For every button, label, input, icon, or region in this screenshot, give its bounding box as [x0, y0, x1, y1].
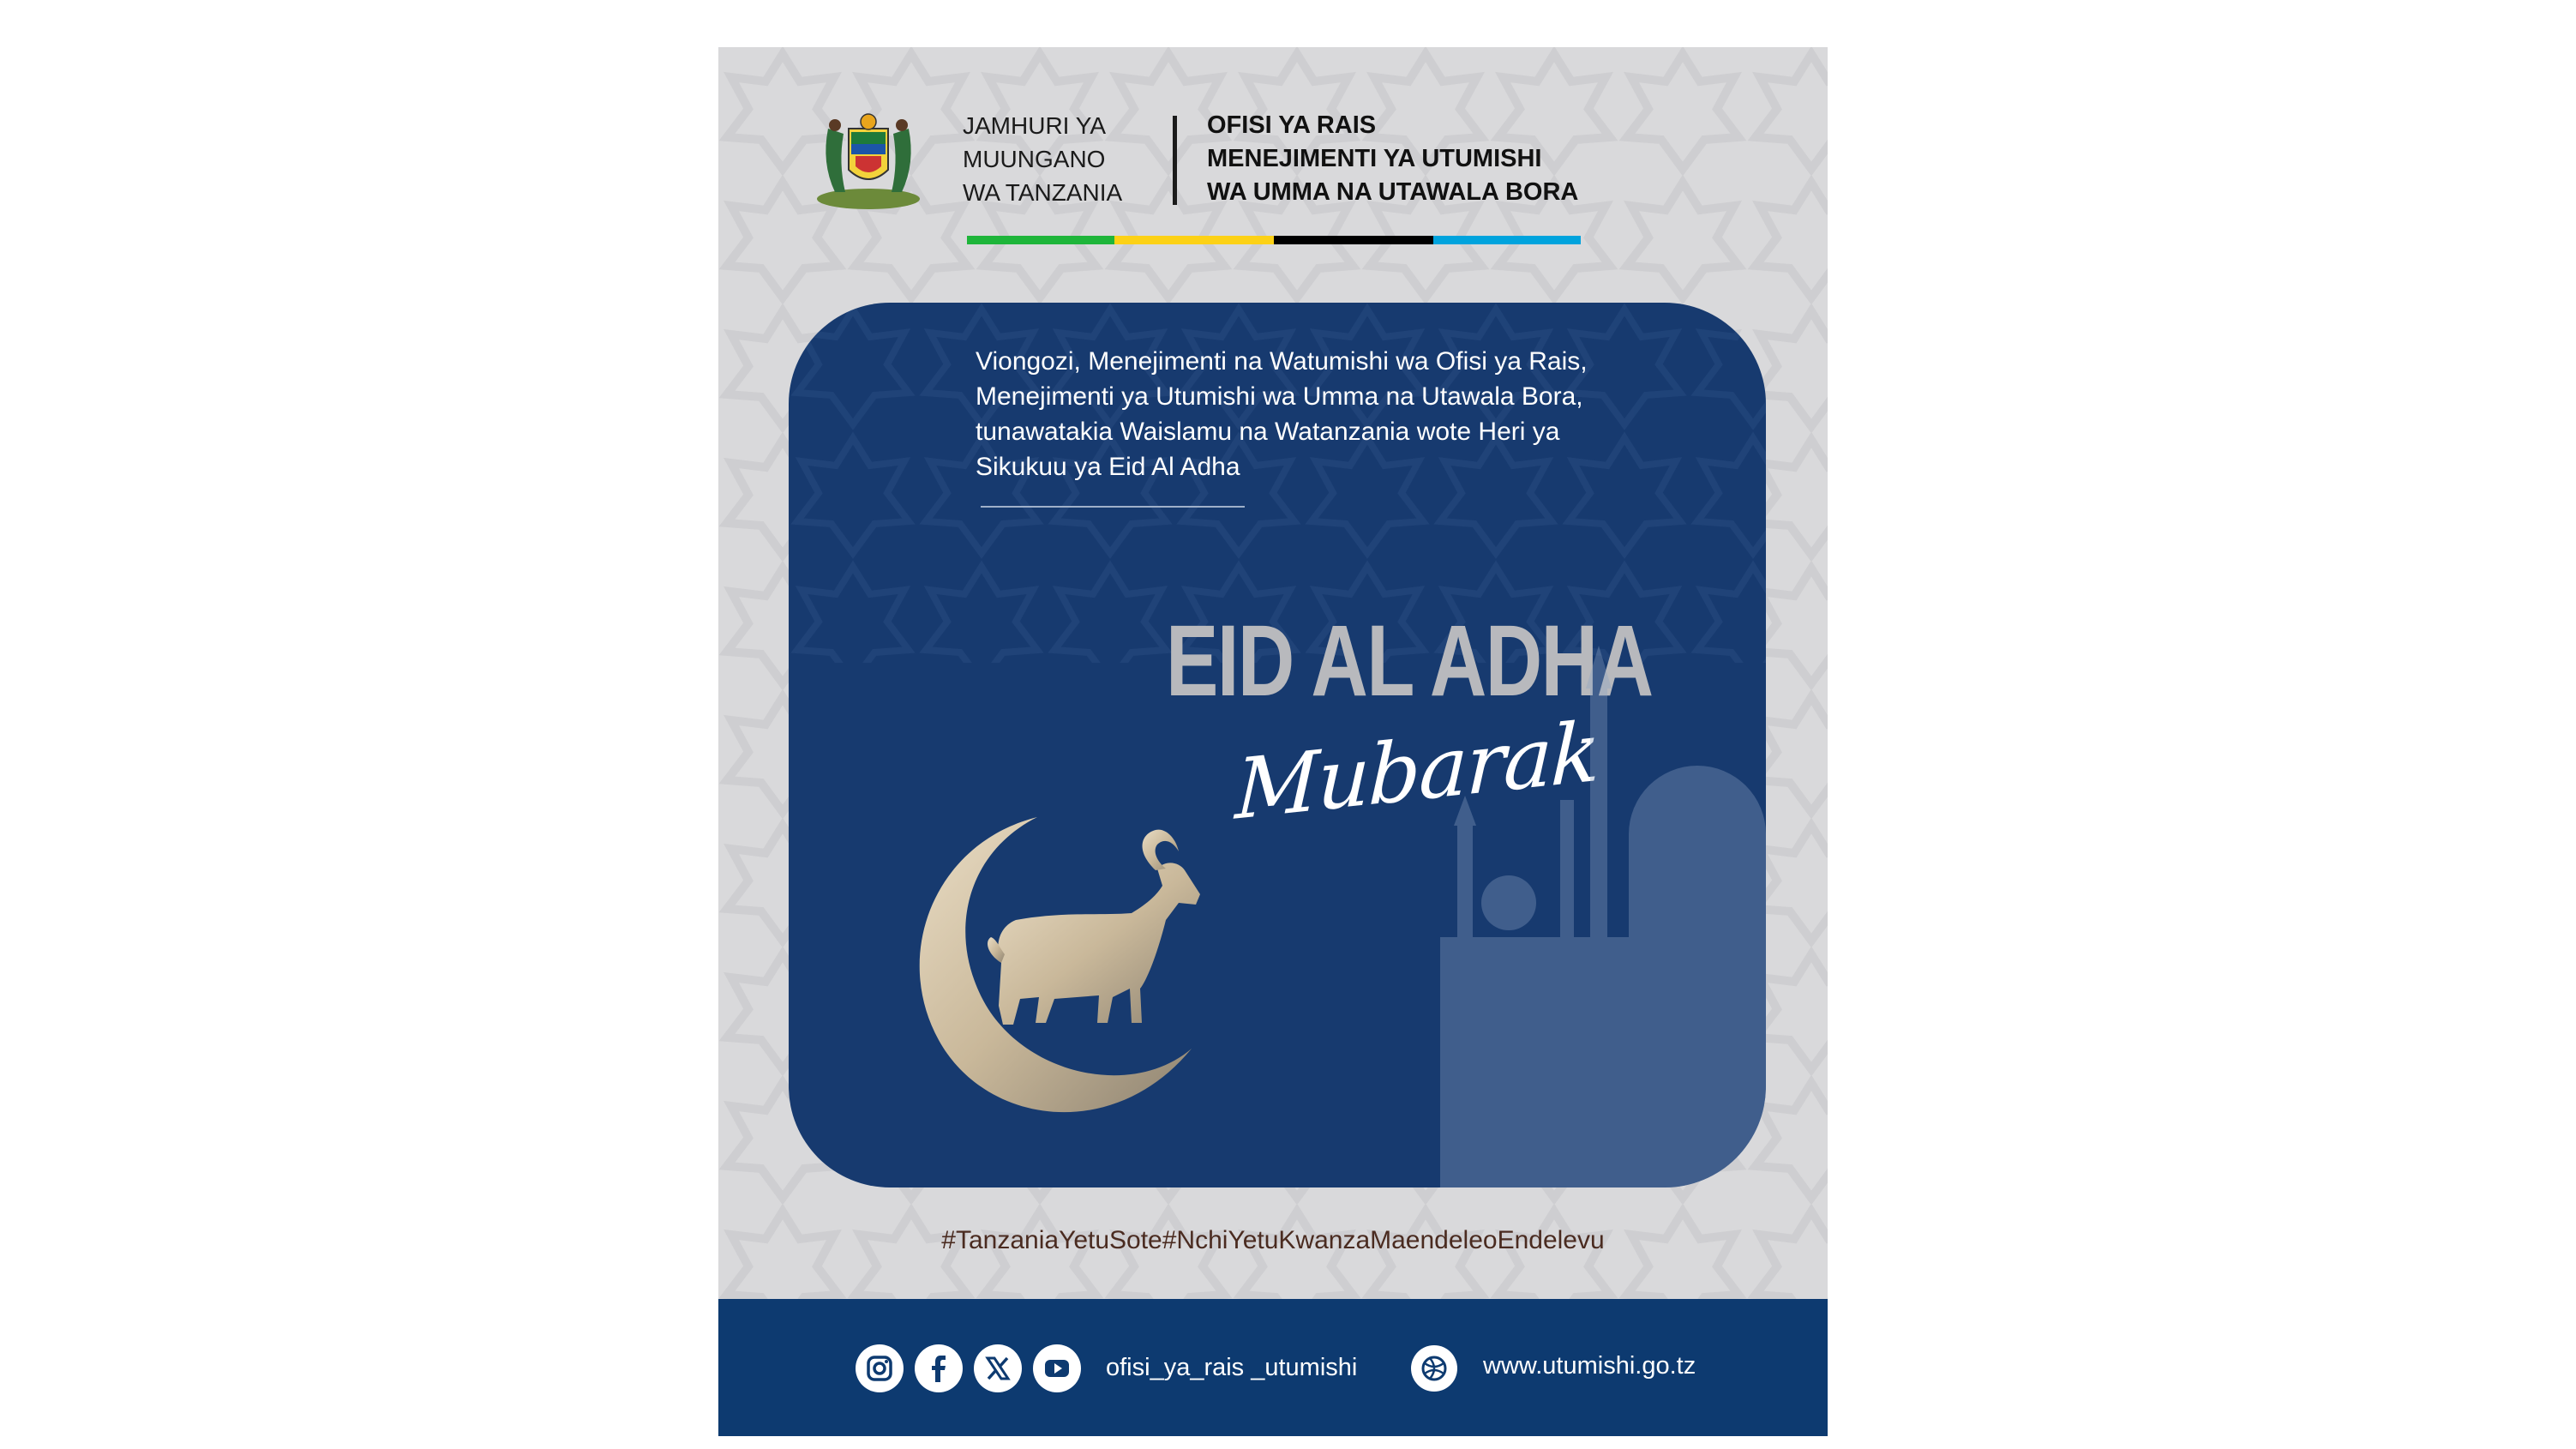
goat-icon: [988, 830, 1200, 1025]
office-line-2: MENEJIMENTI YA UTUMISHI: [1207, 145, 1542, 172]
message-line-1: Viongozi, Menejimenti na Watumishi wa Ofisi ya Rais,: [976, 347, 1588, 376]
flag-bar-yellow: [1114, 236, 1274, 244]
globe-icon: [1411, 1345, 1457, 1392]
social-handle[interactable]: ofisi_ya_rais _utumishi: [1106, 1354, 1358, 1381]
mubarak-script: Mubarak: [1234, 703, 1600, 839]
flag-bar-blue: [1433, 236, 1581, 244]
facebook-icon[interactable]: [915, 1344, 963, 1392]
country-line-1: JAMHURI YA: [963, 112, 1106, 139]
greeting-card: [789, 303, 1766, 1187]
header-divider: [1173, 116, 1177, 205]
eid-title: EID AL ADHA: [1166, 604, 1653, 718]
instagram-icon[interactable]: [856, 1344, 904, 1392]
flag-color-bar: [967, 236, 1581, 244]
office-name: [1207, 109, 1790, 209]
youtube-icon[interactable]: [1033, 1344, 1081, 1392]
hashtags: #TanzaniaYetuSote#NchiYetuKwanzaMaendeleoEndelevu: [941, 1226, 1605, 1254]
coat-of-arms-logo: [813, 103, 924, 214]
poster: [718, 47, 1828, 1436]
eid-artwork: [789, 303, 1766, 1187]
flag-bar-black: [1274, 236, 1433, 244]
office-line-1: OFISI YA RAIS: [1207, 111, 1377, 139]
office-line-3: WA UMMA NA UTAWALA BORA: [1207, 178, 1579, 206]
flag-bar-green: [967, 236, 1114, 244]
x-icon[interactable]: [974, 1344, 1022, 1392]
country-line-2: MUUNGANO: [963, 146, 1106, 172]
country-name: [963, 109, 1151, 209]
header: [718, 47, 1828, 270]
message-line-3: tunawatakia Waislamu na Watanzania wote Heri ya: [976, 418, 1560, 446]
message-line-4: Sikukuu ya Eid Al Adha: [976, 453, 1240, 481]
mosque-silhouette-icon: [1440, 646, 1766, 1187]
country-line-3: WA TANZANIA: [963, 179, 1123, 206]
message-line-2: Menejimenti ya Utumishi wa Umma na Utawala Bora,: [976, 382, 1583, 411]
social-icons: [856, 1344, 1081, 1392]
website-link[interactable]: www.utumishi.go.tz: [1483, 1352, 1696, 1380]
footer-bar: [718, 1299, 1828, 1436]
